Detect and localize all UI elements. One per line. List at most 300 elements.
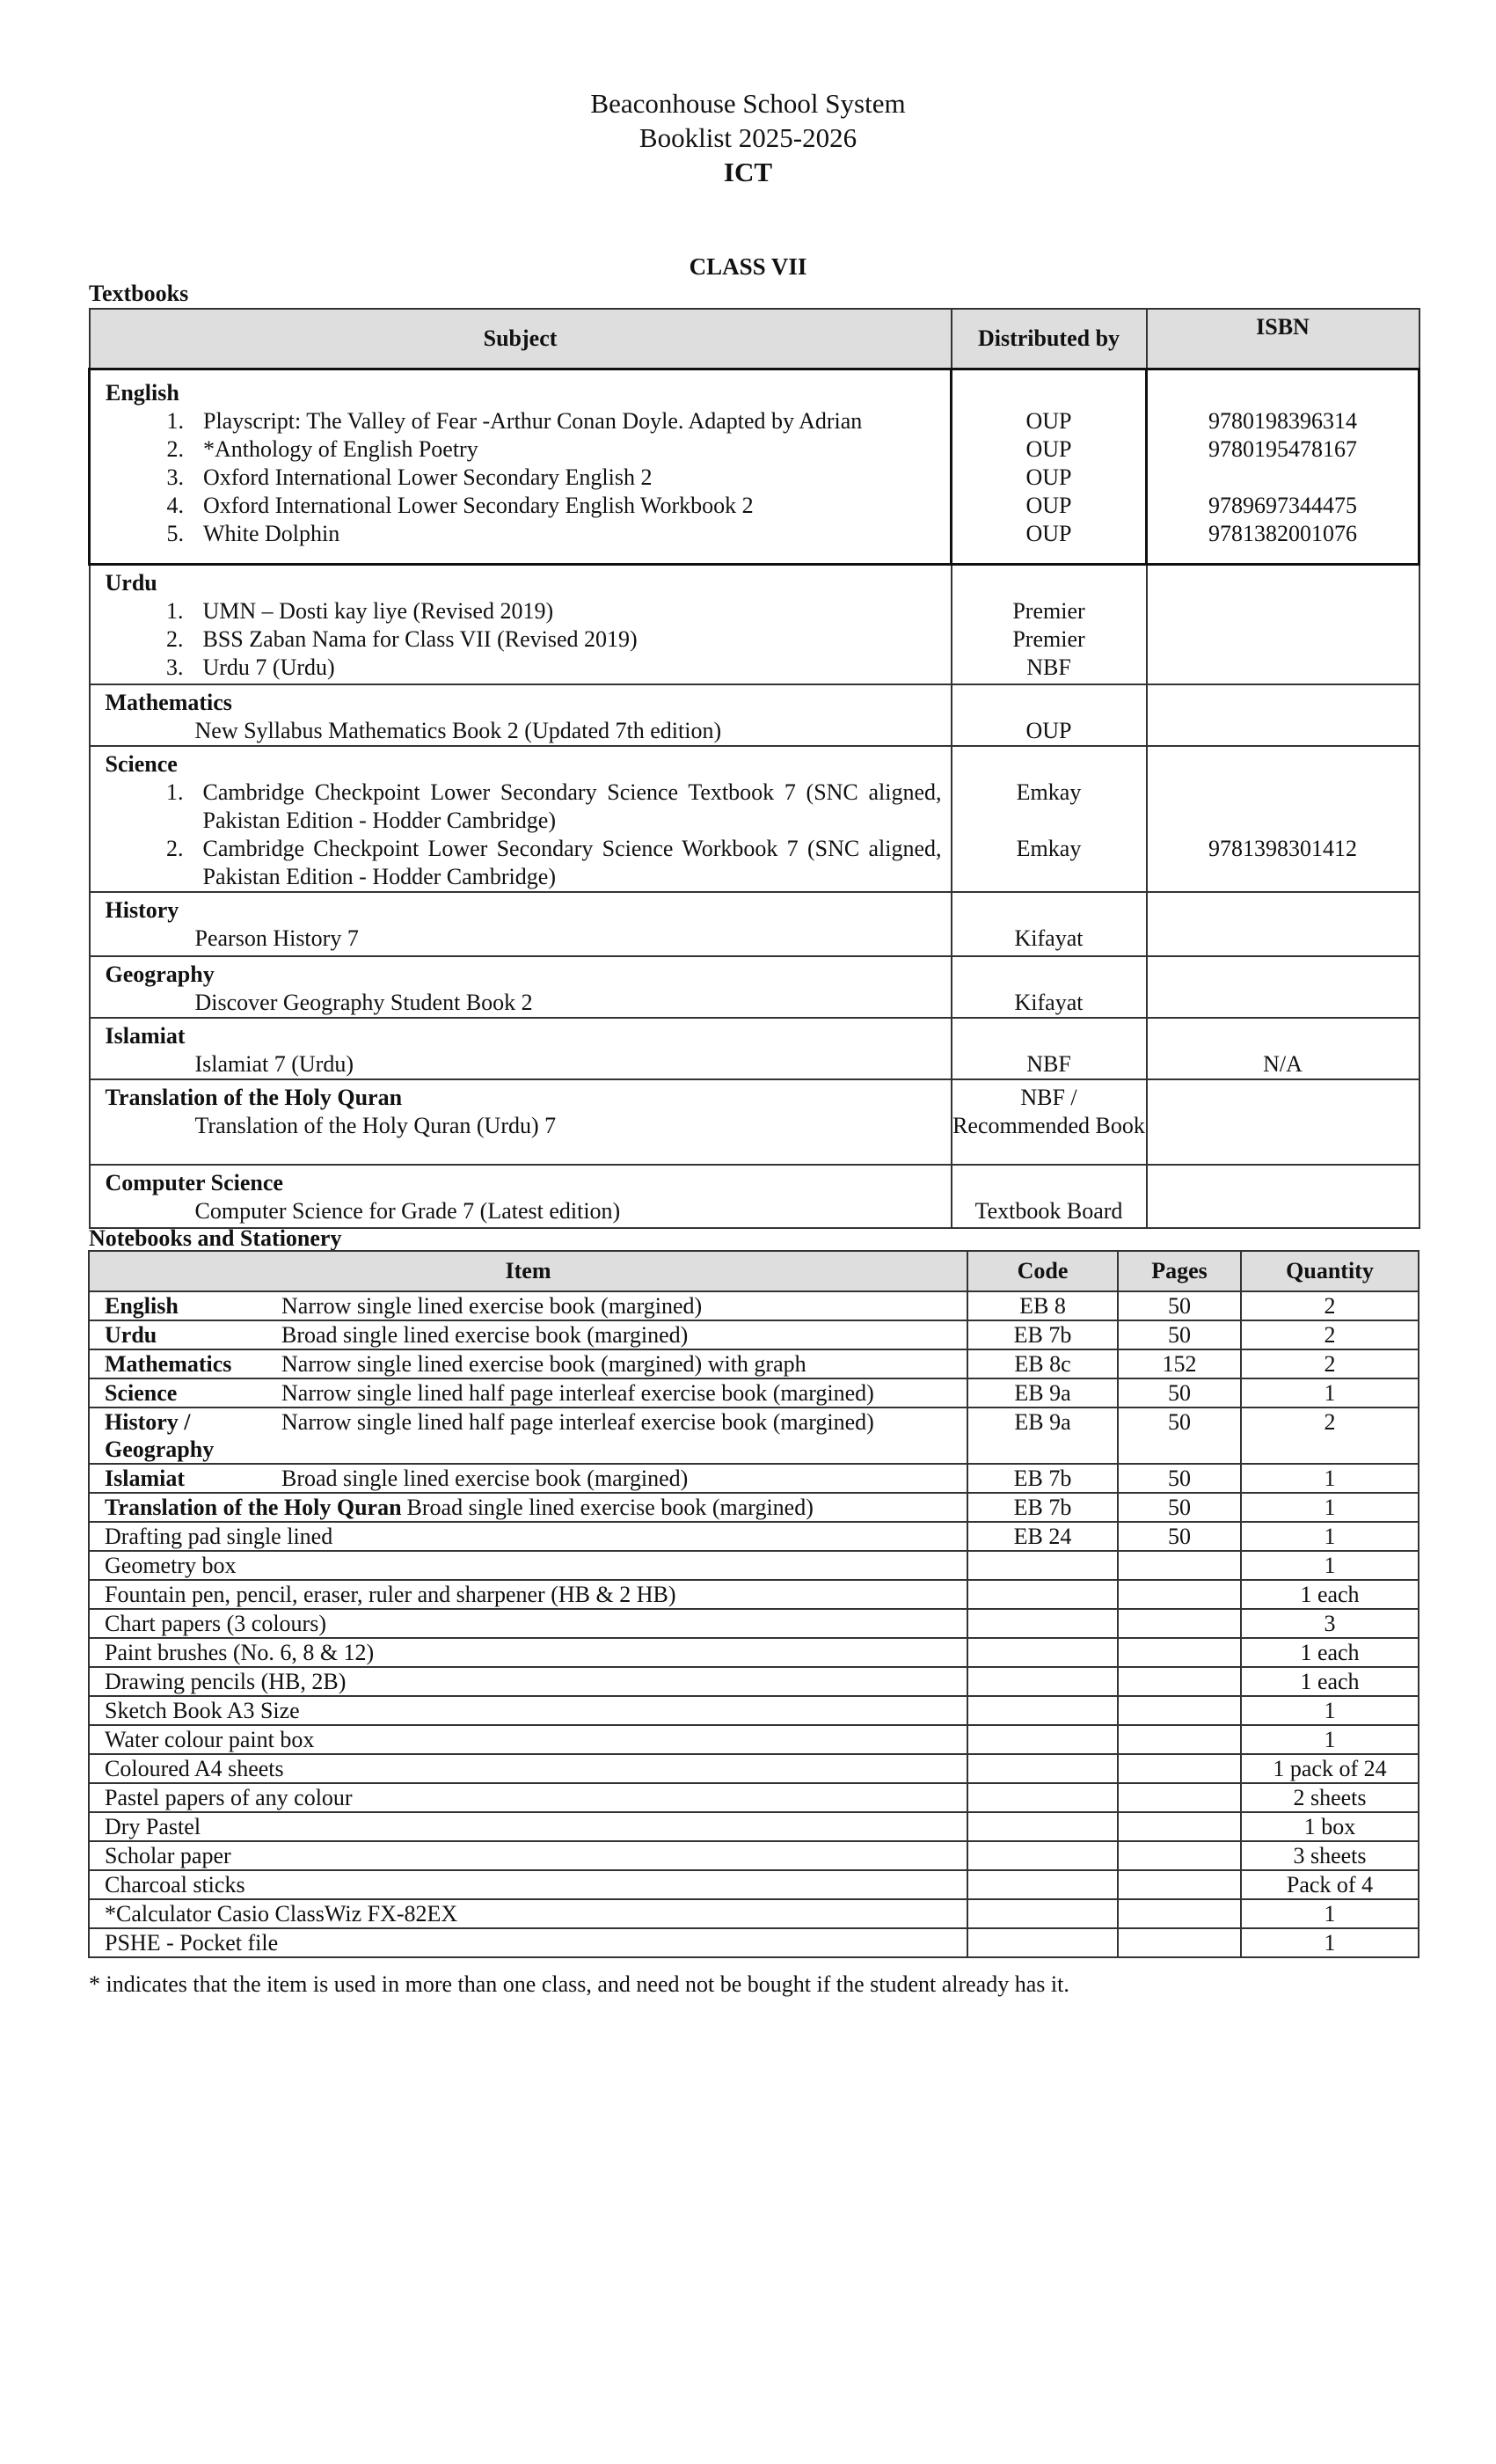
distributor-cell [952,1079,1147,1165]
isbn-cell [1147,892,1419,956]
book-title: BSS Zaban Nama for Class VII (Revised 2019) [202,626,638,652]
code-cell [967,1783,1118,1812]
book-list-item [91,1197,951,1225]
quantity-cell: 2 [1241,1349,1419,1378]
notebook-subject: English [105,1293,179,1319]
pages-cell [1118,1812,1241,1841]
distributor-value: OUP [1025,436,1072,462]
quantity-cell: 3 [1241,1609,1419,1638]
book-title: *Anthology of English Poetry [203,436,478,462]
book-title: Translation of the Holy Quran (Urdu) 7 [194,1112,557,1138]
column-header-item: Item [89,1251,967,1291]
spacer [952,961,1146,989]
textbook-section-row [90,369,1419,565]
notebook-row [89,1899,1419,1928]
quantity-cell: 1 [1241,1725,1419,1754]
isbn-value: 9780195478167 [1208,436,1357,462]
code-cell [967,1841,1118,1870]
item-cell [89,1696,967,1725]
notebook-row [89,1841,1419,1870]
code-cell: EB 9a [967,1407,1118,1464]
isbn-cell [1147,1079,1419,1165]
code-cell: EB 8 [967,1291,1118,1320]
item-cell [89,1638,967,1667]
item-cell [89,1754,967,1783]
isbn-cell [1147,369,1419,565]
column-header-distributed-by: Distributed by [952,309,1147,369]
subject-cell [90,565,952,684]
notebook-subject: Mathematics [105,1351,232,1377]
distributor-cell [952,1165,1147,1228]
item-cell [89,1870,967,1899]
textbook-section-row [90,892,1419,956]
code-cell: EB 7b [967,1493,1118,1522]
book-list-item [91,989,951,1017]
isbn-value: 9789697344475 [1208,493,1357,518]
spacer [1148,1022,1419,1050]
book-title: Discover Geography Student Book 2 [194,989,533,1015]
code-cell: EB 9a [967,1378,1118,1407]
isbn-cell [1147,746,1419,892]
item-description: Sketch Book A3 Size [105,1698,300,1723]
book-title: New Syllabus Mathematics Book 2 (Updated 7th edition) [194,717,722,743]
pages-cell [1118,1754,1241,1783]
book-list-item [91,1112,951,1140]
distributor-value: NBF / Recommended Book [952,1084,1145,1138]
item-description: Broad single lined exercise book (margined) [281,1322,689,1348]
item-number: 3. [166,464,184,490]
notebook-row [89,1725,1419,1754]
pages-cell: 50 [1118,1291,1241,1320]
notebook-row [89,1696,1419,1725]
code-cell [967,1870,1118,1899]
item-cell [89,1899,967,1928]
item-description: Paint brushes (No. 6, 8 & 12) [105,1640,375,1665]
code-cell [967,1928,1118,1957]
class-title: CLASS VII [689,253,807,280]
distributor-value: OUP [1025,464,1072,490]
isbn-cell [1147,684,1419,746]
book-list-item [91,625,951,654]
code-cell [967,1667,1118,1696]
subject-cell [90,1018,952,1079]
book-list [91,925,951,953]
subject-cell [90,369,952,565]
book-title: Cambridge Checkpoint Lower Secondary Science Workbook 7 (SNC aligned, Pakistan Edition - Hodder Cambridge) [202,835,942,889]
booklist-year: Booklist 2025-2026 [639,122,857,153]
subject-cell [90,956,952,1018]
spacer [952,1169,1146,1197]
subject-cell [90,684,952,746]
code-cell [967,1609,1118,1638]
item-cell [89,1580,967,1609]
item-number: 4. [166,493,184,518]
quantity-cell: 1 [1241,1378,1419,1407]
textbook-section-row [90,684,1419,746]
quantity-cell: 2 [1241,1320,1419,1349]
column-header-pages: Pages [1118,1251,1241,1291]
item-cell [89,1407,967,1464]
item-cell [89,1928,967,1957]
notebook-row [89,1754,1419,1783]
item-number: 1. [166,779,184,805]
code-cell [967,1580,1118,1609]
pages-cell [1118,1783,1241,1812]
code-cell: EB 7b [967,1320,1118,1349]
book-title: Urdu 7 (Urdu) [202,654,335,680]
book-list-item [91,835,951,891]
distributor-cell [952,892,1147,956]
code-cell: EB 7b [967,1464,1118,1493]
item-description: Drawing pencils (HB, 2B) [105,1669,347,1694]
item-number: 2. [166,835,184,861]
pages-cell [1118,1870,1241,1899]
item-cell [89,1667,967,1696]
textbooks-header-row [90,309,1419,369]
quantity-cell: 1 [1241,1551,1419,1580]
notebook-row [89,1493,1419,1522]
textbook-section-row [90,956,1419,1018]
item-cell [89,1783,967,1812]
spacer [1148,379,1418,407]
distributor-cell [952,565,1147,684]
code-cell [967,1638,1118,1667]
book-title: Oxford International Lower Secondary English Workbook 2 [203,493,754,518]
item-number: 5. [166,521,184,546]
notebook-row [89,1551,1419,1580]
quantity-cell: 1 [1241,1928,1419,1957]
item-description: Narrow single lined exercise book (margined) with graph [281,1351,806,1377]
book-list [91,597,951,682]
textbook-section-row [90,565,1419,684]
subject-heading: Science [105,750,178,777]
pages-cell: 50 [1118,1407,1241,1464]
book-title: Oxford International Lower Secondary English 2 [203,464,653,490]
book-list-item [91,464,950,492]
column-header-code: Code [967,1251,1118,1291]
pages-cell: 152 [1118,1349,1241,1378]
item-cell [89,1551,967,1580]
item-description: Narrow single lined half page interleaf exercise book (margined) [281,1380,874,1406]
notebook-row [89,1320,1419,1349]
quantity-cell: 2 [1241,1407,1419,1464]
subject-heading: English [106,380,179,406]
textbook-section-row [90,1018,1419,1079]
item-cell [89,1493,967,1522]
item-cell [89,1522,967,1551]
spacer [952,896,1146,925]
item-description: Broad single lined exercise book (margined) [406,1495,814,1520]
isbn-cell [1147,956,1419,1018]
distributor-value: Textbook Board [974,1197,1123,1224]
pages-cell [1118,1551,1241,1580]
notebook-row [89,1378,1419,1407]
distributor-cell [952,746,1147,892]
distributor-value: NBF [1026,654,1071,680]
isbn-value [1148,597,1419,625]
spacer [1148,689,1419,717]
spacer [1148,896,1419,925]
distributor-value: OUP [1025,493,1072,518]
book-title: White Dolphin [203,521,340,546]
code-cell [967,1899,1118,1928]
notebook-row [89,1609,1419,1638]
pages-cell: 50 [1118,1464,1241,1493]
item-cell [89,1291,967,1320]
quantity-cell: 1 [1241,1696,1419,1725]
book-list [91,989,951,1017]
quantity-cell: 1 each [1241,1638,1419,1667]
column-header-isbn: ISBN [1147,309,1419,369]
item-cell [89,1378,967,1407]
isbn-cell [1147,1165,1419,1228]
document-title-block [0,86,1496,189]
quantity-cell: 1 each [1241,1580,1419,1609]
distributor-value: Emkay [1016,779,1082,805]
spacer [952,1022,1146,1050]
code-cell [967,1696,1118,1725]
textbook-section-row [90,1165,1419,1228]
isbn-value [1148,1197,1419,1225]
isbn-value [1148,654,1419,682]
subject-cell [90,892,952,956]
code-cell [967,1812,1118,1841]
spacer [952,750,1146,779]
item-cell [89,1812,967,1841]
item-number: 1. [166,408,184,434]
item-description: Drafting pad single lined [105,1524,333,1549]
pages-cell: 50 [1118,1522,1241,1551]
isbn-value [1148,717,1419,745]
pages-cell [1118,1928,1241,1957]
isbn-value [1148,779,1419,835]
column-header-quantity: Quantity [1241,1251,1419,1291]
pages-cell [1118,1609,1241,1638]
distributor-value: Premier [1012,626,1085,652]
notebook-row [89,1522,1419,1551]
quantity-cell: 1 pack of 24 [1241,1754,1419,1783]
spacer [952,569,1146,597]
distributor-value: Emkay [1016,835,1082,861]
quantity-cell: Pack of 4 [1241,1870,1419,1899]
pages-cell [1118,1667,1241,1696]
column-header-subject: Subject [90,309,952,369]
quantity-cell: 1 [1241,1899,1419,1928]
notebook-row [89,1870,1419,1899]
item-number: 1. [166,598,184,624]
item-cell [89,1464,967,1493]
spacer [1148,961,1419,989]
item-cell [89,1320,967,1349]
textbook-section-row [90,1079,1419,1165]
item-description: Charcoal sticks [105,1872,245,1897]
book-list-item [91,520,950,548]
notebook-subject: Translation of the Holy Quran [105,1495,402,1520]
subject-heading: Translation of the Holy Quran [105,1084,403,1110]
item-description: Narrow single lined exercise book (margined) [281,1293,703,1319]
item-cell [89,1841,967,1870]
isbn-value [1148,1112,1419,1140]
item-description: Geometry box [105,1553,237,1578]
item-cell [89,1725,967,1754]
notebook-row [89,1291,1419,1320]
spacer [952,689,1146,717]
spacer [1148,569,1419,597]
notebook-row [89,1580,1419,1609]
isbn-value: 9781382001076 [1208,521,1357,546]
book-list [91,1197,951,1225]
notebook-row [89,1667,1419,1696]
distributor-value: OUP [1025,717,1072,743]
subject-heading: Geography [105,961,215,987]
subject-heading: Islamiat [105,1022,186,1049]
book-title: UMN – Dosti kay liye (Revised 2019) [202,598,554,624]
item-description: Narrow single lined half page interleaf exercise book (margined) [281,1409,874,1435]
textbooks-label: Textbooks [89,281,189,306]
notebook-row [89,1349,1419,1378]
pages-cell [1118,1841,1241,1870]
distributor-cell [952,369,1147,565]
pages-cell [1118,1638,1241,1667]
subject-heading: History [105,896,179,923]
item-description: PSHE - Pocket file [105,1930,279,1956]
item-cell [89,1609,967,1638]
code-cell: EB 8c [967,1349,1118,1378]
notebook-subject: Science [105,1380,178,1406]
distributor-value: NBF [1026,1050,1071,1077]
book-list-item [91,779,951,835]
notebooks-label: Notebooks and Stationery [89,1225,342,1251]
isbn-value [1148,989,1419,1017]
book-title: Cambridge Checkpoint Lower Secondary Science Textbook 7 (SNC aligned, Pakistan Edition - Hodder Cambridge) [202,779,942,833]
pages-cell: 50 [1118,1320,1241,1349]
book-title: Islamiat 7 (Urdu) [194,1050,354,1077]
footnote: * indicates that the item is used in more than one class, and need not be bought if the student already has it. [89,1971,1069,1997]
item-number: 2. [166,436,184,462]
isbn-cell [1147,1018,1419,1079]
book-list-item [91,407,950,435]
book-list-item [91,597,951,625]
notebooks-table [88,1250,1419,1958]
distributor-cell [952,684,1147,746]
notebook-row [89,1783,1419,1812]
code-cell [967,1725,1118,1754]
book-list-item [91,717,951,745]
book-list-item [91,925,951,953]
code-cell [967,1551,1118,1580]
subject-heading: Urdu [105,570,157,596]
item-description: Fountain pen, pencil, eraser, ruler and sharpener (HB & 2 HB) [105,1582,676,1607]
quantity-cell: 2 sheets [1241,1783,1419,1812]
item-cell [89,1349,967,1378]
notebook-subject: Urdu [105,1322,157,1348]
item-description: Scholar paper [105,1843,231,1868]
subject-heading: ICT [723,157,773,187]
book-list-item [91,654,951,682]
item-description: Chart papers (3 colours) [105,1611,326,1636]
distributor-value: Premier [1012,598,1085,624]
isbn-value [1148,925,1419,953]
subject-cell [90,1165,952,1228]
isbn-cell [1147,565,1419,684]
quantity-cell: 1 box [1241,1812,1419,1841]
isbn-value: 9781398301412 [1208,835,1357,861]
distributor-value: Kifayat [1014,989,1084,1015]
item-number: 3. [166,654,184,680]
item-description: Pastel papers of any colour [105,1785,353,1810]
code-cell [967,1754,1118,1783]
notebook-row [89,1638,1419,1667]
textbook-section-row [90,746,1419,892]
distributor-value: OUP [1025,521,1072,546]
quantity-cell: 1 each [1241,1667,1419,1696]
spacer [1148,750,1419,779]
book-title: Playscript: The Valley of Fear -Arthur Conan Doyle. Adapted by Adrian [203,408,863,434]
item-number: 2. [166,626,184,652]
subject-heading: Computer Science [105,1169,283,1195]
book-list [91,1050,951,1078]
book-list [91,779,951,891]
book-list-item [91,492,950,520]
distributor-cell [952,956,1147,1018]
book-title: Computer Science for Grade 7 (Latest edition) [194,1197,621,1224]
code-cell: EB 24 [967,1522,1118,1551]
pages-cell [1118,1580,1241,1609]
pages-cell [1118,1725,1241,1754]
item-description: Dry Pastel [105,1814,201,1839]
book-title: Pearson History 7 [194,925,359,951]
textbooks-table [88,308,1420,1229]
book-list-item [91,435,950,464]
quantity-cell: 3 sheets [1241,1841,1419,1870]
isbn-value [1148,625,1419,654]
spacer [952,379,1145,407]
notebook-row [89,1812,1419,1841]
subject-heading: Mathematics [105,689,232,715]
pages-cell [1118,1899,1241,1928]
item-description: Coloured A4 sheets [105,1756,284,1781]
quantity-cell: 1 [1241,1493,1419,1522]
book-list [91,717,951,745]
quantity-cell: 2 [1241,1291,1419,1320]
school-name: Beaconhouse School System [590,88,906,119]
isbn-value: 9780198396314 [1208,408,1357,434]
spacer [1148,1084,1419,1112]
isbn-value: N/A [1263,1050,1303,1077]
notebook-row [89,1407,1419,1464]
item-description: Water colour paint box [105,1727,315,1752]
quantity-cell: 1 [1241,1522,1419,1551]
pages-cell: 50 [1118,1378,1241,1407]
book-list [91,407,950,548]
notebook-row [89,1464,1419,1493]
notebooks-header-row [89,1251,1419,1291]
notebook-subject: Islamiat [105,1466,185,1491]
quantity-cell: 1 [1241,1464,1419,1493]
isbn-value [1148,464,1418,492]
subject-cell [90,1079,952,1165]
pages-cell [1118,1696,1241,1725]
book-list [91,1112,951,1140]
item-description: Broad single lined exercise book (margined) [281,1466,689,1491]
spacer [1148,1169,1419,1197]
distributor-value: OUP [1025,408,1072,434]
book-list-item [91,1050,951,1078]
pages-cell: 50 [1118,1493,1241,1522]
notebook-row [89,1928,1419,1957]
notebook-subject: History / Geography [105,1409,215,1462]
subject-cell [90,746,952,892]
